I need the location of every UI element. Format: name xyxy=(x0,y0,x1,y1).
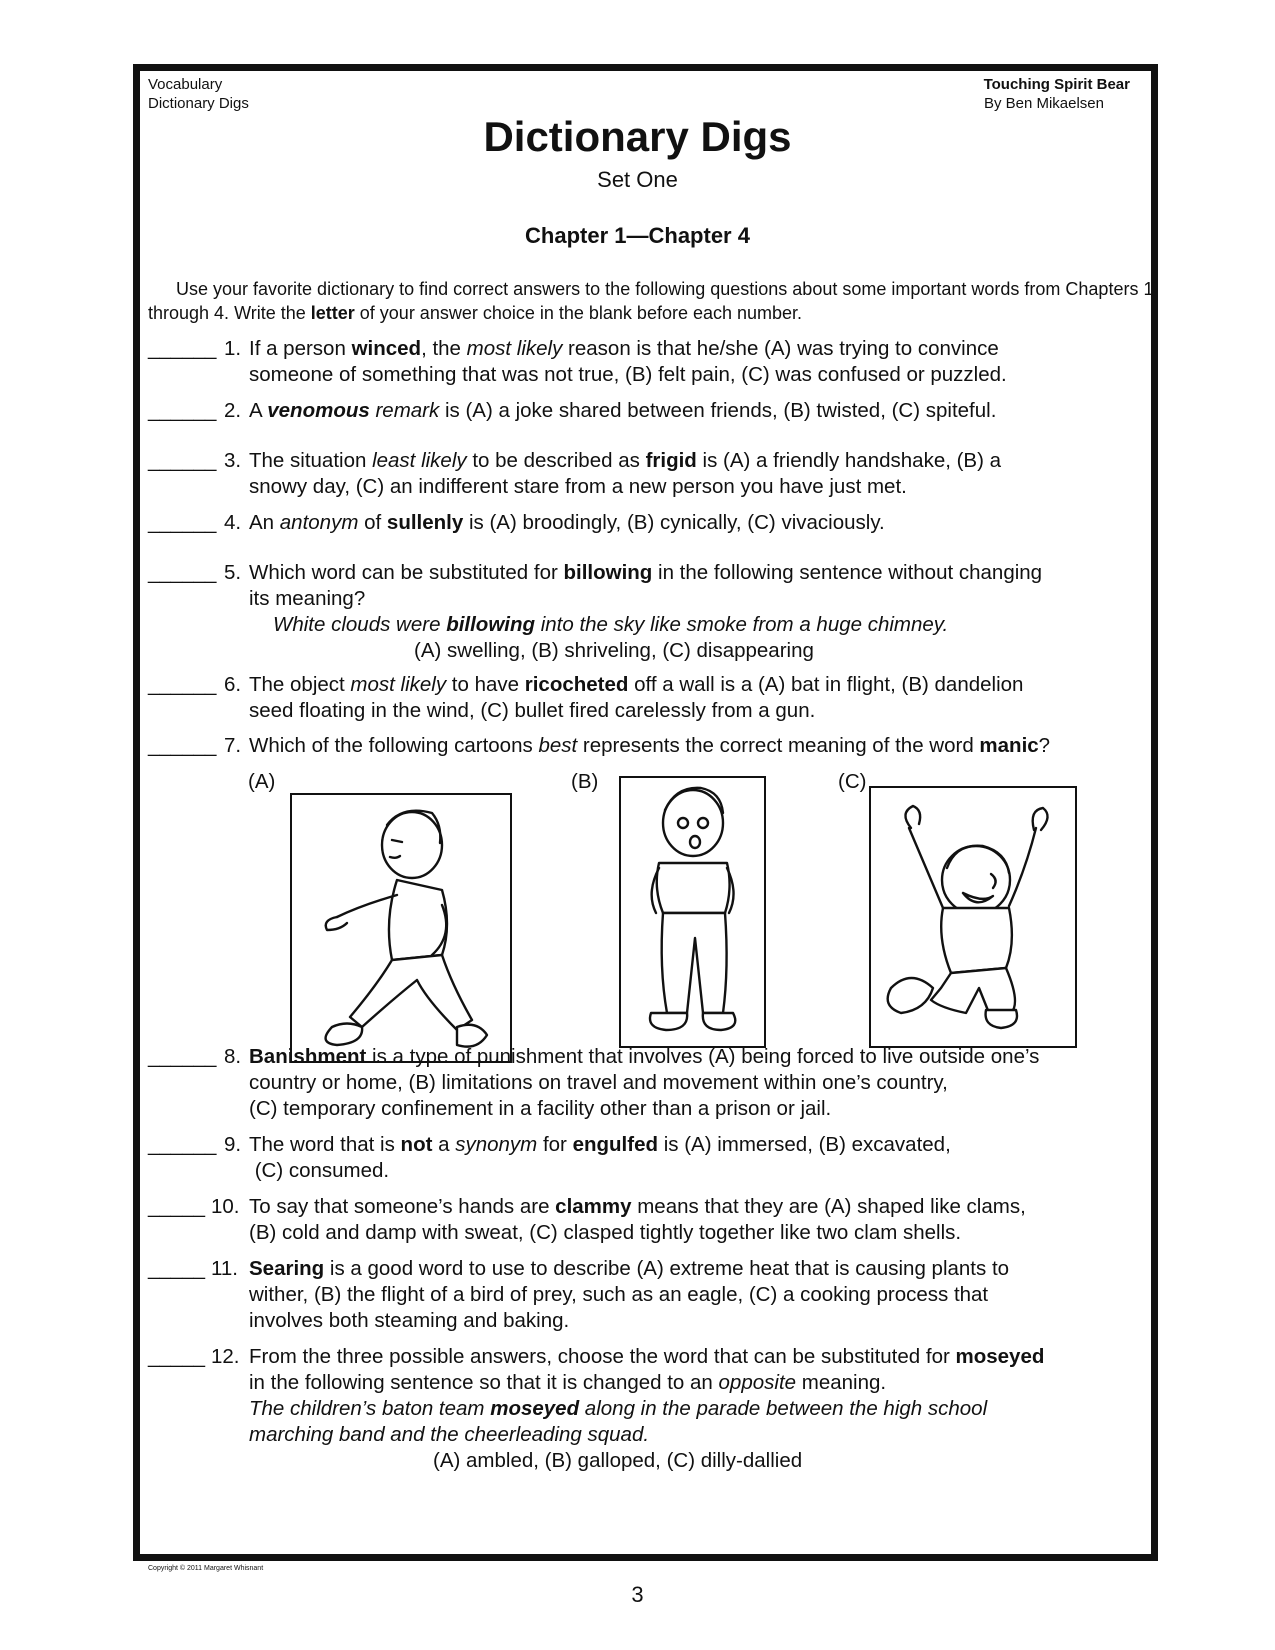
question-5: ______ 5. Which word can be substituted for billowing in the following sentence without changing its meaning? White clouds were billowing into the sky like smoke from a huge chimney. (A) swelling, (B) shriveling, (C) disappearing xyxy=(148,560,1158,664)
question-4: ______ 4. An antonym of sullenly is (A) broodingly, (B) cynically, (C) vivaciously. xyxy=(148,511,885,534)
question-number: 3. xyxy=(224,449,242,472)
question-8: ______ 8. Banishment is a type of punishment that involves (A) being forced to live outside one’s country or home, (B) limitations on travel and movement within one’s country, (C) temporary confinement in a facility other than a prison or jail. xyxy=(148,1045,1040,1120)
question-number: 10. xyxy=(211,1195,240,1218)
question-number: 11. xyxy=(211,1257,238,1280)
question-2: ______ 2. A venomous remark is (A) a joke shared between friends, (B) twisted, (C) spiteful. xyxy=(148,399,997,422)
cartoon-label-b: (B) xyxy=(571,770,599,793)
answer-blank[interactable]: ______ xyxy=(148,337,217,360)
page-subtitle: Set One xyxy=(597,167,678,192)
answer-blank[interactable]: _____ xyxy=(148,1257,206,1280)
question-11: _____ 11. Searing is a good word to use to describe (A) extreme heat that is causing plants to wither, (B) the flight of a bird of prey, such as an eagle, (C) a cooking process that involves both steaming and baking. xyxy=(148,1257,1010,1332)
answer-blank[interactable]: _____ xyxy=(148,1345,206,1368)
example-sentence: The children’s baton team moseyed along in the parade between the high school xyxy=(249,1397,988,1420)
question-7: ______ 7. Which of the following cartoons best represents the correct meaning of the word manic? xyxy=(148,734,1051,757)
copyright-notice: Copyright © 2011 Margaret Whisnant xyxy=(148,1565,264,1572)
question-number: 9. xyxy=(224,1133,242,1156)
cartoon-label-c: (C) xyxy=(838,770,867,793)
answer-blank[interactable]: ______ xyxy=(148,561,217,584)
answer-options: (A) swelling, (B) shriveling, (C) disappearing xyxy=(414,639,814,662)
question-9: ______ 9. The word that is not a synonym for engulfed is (A) immersed, (B) excavated, (C) consumed. xyxy=(148,1133,951,1182)
example-sentence: White clouds were billowing into the sky like smoke from a huge chimney. xyxy=(273,613,949,636)
question-number: 1. xyxy=(224,337,242,360)
chapter-heading: Chapter 1—Chapter 4 xyxy=(525,223,750,248)
book-author: By Ben Mikaelsen xyxy=(983,95,1104,112)
instructions: Use your favorite dictionary to find correct answers to the following questions about some important words from Chapters 1 through 4. Write the letter of your answer choice in the blank before each number. xyxy=(148,279,1154,323)
question-number: 6. xyxy=(224,673,242,696)
page-number: 3 xyxy=(631,1582,644,1607)
answer-blank[interactable]: ______ xyxy=(148,673,217,696)
question-1: ______ 1. If a person winced, the most likely reason is that he/she (A) was trying to convince someone of something that was not true, (B) felt pain, (C) was confused or puzzled. xyxy=(148,337,1007,386)
cartoon-c-jumping-boy[interactable] xyxy=(869,786,1077,1048)
page-title: Dictionary Digs xyxy=(483,113,792,160)
header-activity: Dictionary Digs xyxy=(148,95,249,112)
question-number: 5. xyxy=(224,561,242,584)
answer-blank[interactable]: ______ xyxy=(148,1133,217,1156)
header-subject: Vocabulary xyxy=(148,76,223,93)
cartoon-label-a: (A) xyxy=(248,770,276,793)
answer-blank[interactable]: _____ xyxy=(148,1195,206,1218)
answer-blank[interactable]: ______ xyxy=(148,1045,217,1068)
question-number: 12. xyxy=(211,1345,240,1368)
question-number: 8. xyxy=(224,1045,242,1068)
answer-blank[interactable]: ______ xyxy=(148,734,217,757)
cartoon-b-standing-boy[interactable] xyxy=(619,776,766,1048)
question-12: _____ 12. From the three possible answers, choose the word that can be substituted for moseyed in the following sentence so that it is changed to an opposite meaning. The children’s baton team moseyed along in the parade between the high school marching band and the cheerleading squad. (A) ambled, (B) galloped, (C) dilly-dallied xyxy=(148,1344,1158,1474)
cartoon-a-walking-boy[interactable] xyxy=(290,793,512,1063)
answer-options: (A) ambled, (B) galloped, (C) dilly-dallied xyxy=(433,1449,803,1472)
answer-blank[interactable]: ______ xyxy=(148,449,217,472)
question-3: ______ 3. The situation least likely to be described as frigid is (A) a friendly handshake, (B) a snowy day, (C) an indifferent stare from a new person you have just met. xyxy=(148,449,1002,498)
question-number: 2. xyxy=(224,399,242,422)
question-10: _____ 10. To say that someone’s hands are clammy means that they are (A) shaped like clams, (B) cold and damp with sweat, (C) clasped tightly together like two clam shells. xyxy=(148,1195,1026,1244)
answer-blank[interactable]: ______ xyxy=(148,511,217,534)
question-number: 4. xyxy=(224,511,242,534)
answer-blank[interactable]: ______ xyxy=(148,399,217,422)
book-title: Touching Spirit Bear xyxy=(983,76,1130,93)
question-6: ______ 6. The object most likely to have ricocheted off a wall is a (A) bat in flight, (B) dandelion seed floating in the wind, (C) bullet fired carelessly from a gun. xyxy=(148,673,1024,722)
question-number: 7. xyxy=(224,734,242,757)
